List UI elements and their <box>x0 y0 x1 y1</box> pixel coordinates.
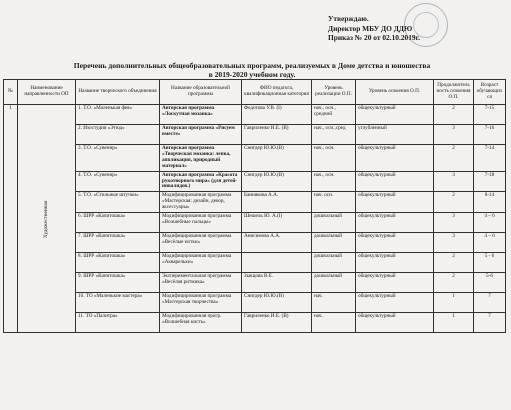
duration-cell: 3 <box>434 125 474 145</box>
level-cell: нач., осн.,сред <box>312 125 356 145</box>
program-cell: Модифицированная программа «Акварельки» <box>160 253 242 273</box>
level-cell: дошкольный <box>312 213 356 233</box>
table-row <box>4 213 506 233</box>
age-cell: 4 – 6 <box>474 233 506 253</box>
association-cell: 6. ШРР «Капитошка» <box>76 213 160 233</box>
table-row <box>4 273 506 293</box>
teacher-cell: Снигдер Ю.Ю.(В) <box>242 145 312 172</box>
approval-director: Директор МБУ ДО ДДЮ <box>328 23 413 33</box>
header-num: № <box>4 80 18 105</box>
mastery-cell: общекультурный <box>356 213 434 233</box>
age-cell: 7-16 <box>474 125 506 145</box>
age-cell: 7-18 <box>474 171 506 192</box>
level-cell: нач. <box>312 293 356 313</box>
mastery-cell: общекультурный <box>356 192 434 213</box>
mastery-cell: общекультурный <box>356 105 434 125</box>
age-cell: 7 <box>474 293 506 313</box>
age-cell: 4 – 6 <box>474 213 506 233</box>
programs-table <box>3 79 506 333</box>
table-row <box>4 313 506 333</box>
level-cell: нач. <box>312 313 356 333</box>
mastery-cell: общекультурный <box>356 171 434 192</box>
teacher-cell: Снигдер Ю.Ю.(В) <box>242 171 312 192</box>
level-cell: дошкольный <box>312 273 356 293</box>
header-mastery: Уровень освоения О.П. <box>356 80 434 105</box>
header-direction: Наименование направленности ОП <box>18 80 76 105</box>
heading-line-1: Перечень дополнительных общеобразовательных программ, реализуемых в Доме детства и юношества <box>73 61 431 70</box>
association-cell: 2. Изостудия «Этюд» <box>76 125 160 145</box>
teacher-cell: Анисимова А.А. <box>242 233 312 253</box>
table-row <box>4 171 506 192</box>
table-row <box>4 192 506 213</box>
mastery-cell: общекультурный <box>356 233 434 253</box>
level-cell: дошкольный <box>312 253 356 273</box>
association-cell: 8. ШРР «Капитошка» <box>76 253 160 273</box>
teacher-cell <box>242 253 312 273</box>
program-cell: Авторская программа «Красота рукотворного мира» (для детей-инвалидов.) <box>160 171 242 192</box>
duration-cell: 3 <box>434 233 474 253</box>
association-cell: 9. ШРР «Капитошка» <box>76 273 160 293</box>
table-row <box>4 125 506 145</box>
mastery-cell: общекультурный <box>356 145 434 172</box>
table-row <box>4 233 506 253</box>
table-row <box>4 145 506 172</box>
level-cell: нач., осн., средний <box>312 105 356 125</box>
mastery-cell: общекультурный <box>356 313 434 333</box>
table-row <box>4 253 506 273</box>
program-cell: Модифицированная программа «Волшебные пальцы» <box>160 213 242 233</box>
header-teacher: ФИО педагога, квалификационная категория <box>242 80 312 105</box>
association-cell: 3. Т.О. «Сувенир» <box>76 145 160 172</box>
program-cell: Экспериментальная программа «Весёлая ритмика» <box>160 273 242 293</box>
association-cell: 7. ШРР «Капитошка» <box>76 233 160 253</box>
association-cell: 4. Т.О. «Сувенир» <box>76 171 160 192</box>
approval-order: Приказ № 20 от 02.10.2019г. <box>328 33 420 43</box>
teacher-cell: Федотова У.В. (I) <box>242 105 312 125</box>
official-seal-icon <box>404 3 448 47</box>
mastery-cell: общекультурный <box>356 293 434 313</box>
program-cell: Модифицированная программа «Весёлые нотки» <box>160 233 242 253</box>
teacher-cell: Шешель Ю. А.(I) <box>242 213 312 233</box>
age-cell: 5 - 6 <box>474 253 506 273</box>
age-cell: 7 <box>474 313 506 333</box>
header-duration: Продолжительность освоения О.П. <box>434 80 474 105</box>
header-association: Название творческого объединения <box>76 80 160 105</box>
teacher-cell: Снигдер Ю.Ю.(В) <box>242 293 312 313</box>
age-cell: 8-14 <box>474 192 506 213</box>
duration-cell: 2 <box>434 253 474 273</box>
level-cell: дошкольный <box>312 233 356 253</box>
mastery-cell: общекультурный <box>356 253 434 273</box>
duration-cell: 2 <box>434 145 474 172</box>
group-number-cell: 1 <box>4 105 18 333</box>
program-cell: Авторская программа «Лоскутная мозаика» <box>160 105 242 125</box>
header-level: Уровень реализации О.П. <box>312 80 356 105</box>
age-cell: 5-6 <box>474 273 506 293</box>
duration-cell: 2 <box>434 105 474 125</box>
duration-cell: 2 <box>434 273 474 293</box>
table-row <box>4 105 506 125</box>
program-cell: Авторская программа «Рисуем вместе» <box>160 125 242 145</box>
duration-cell: 3 <box>434 171 474 192</box>
program-cell: Модифицированная программа «Мастерская творчества» <box>160 293 242 313</box>
table-header-row <box>4 80 506 105</box>
duration-cell: 1 <box>434 313 474 333</box>
teacher-cell: Баннякова А.А. <box>242 192 312 213</box>
document-heading <box>52 62 452 79</box>
direction-cell: Художественная <box>18 105 76 333</box>
duration-cell: 1 <box>434 293 474 313</box>
teacher-cell: Гавриленко И.Е. (В) <box>242 313 312 333</box>
association-cell: 11. ТО «Палитра» <box>76 313 160 333</box>
level-cell: нач., осн. <box>312 145 356 172</box>
header-age: Возраст обучающихся <box>474 80 506 105</box>
level-cell: нач., осн. <box>312 171 356 192</box>
duration-cell: 2 <box>434 192 474 213</box>
age-cell: 7-14 <box>474 145 506 172</box>
teacher-cell: Зыкцова В.Е. <box>242 273 312 293</box>
program-cell: Модифицированная прогр. «Волшебная кисть» <box>160 313 242 333</box>
association-cell: 10. ТО «Маленькие мастера» <box>76 293 160 313</box>
duration-cell: 3 <box>434 213 474 233</box>
program-cell: Модифицированная программа «Мастерская: дизайн, декор, аксессуары» <box>160 192 242 213</box>
approval-title: Утверждаю. <box>328 14 369 23</box>
association-cell: 1. Т.О. «Маленькая фея» <box>76 105 160 125</box>
teacher-cell: Гавриленко И.Е. (В) <box>242 125 312 145</box>
header-program: Название образовательной программы <box>160 80 242 105</box>
mastery-cell: общекультурный <box>356 273 434 293</box>
table-row <box>4 293 506 313</box>
level-cell: нач. осн. <box>312 192 356 213</box>
mastery-cell: углубленный <box>356 125 434 145</box>
age-cell: 7-15 <box>474 105 506 125</box>
program-cell: Авторская программа «Творческая мозаика: лепка, аппликация, природный материал» <box>160 145 242 172</box>
heading-line-2: в 2019-2020 учебном году. <box>208 69 296 79</box>
association-cell: 5. Т.О. «Стильные штучки» <box>76 192 160 213</box>
